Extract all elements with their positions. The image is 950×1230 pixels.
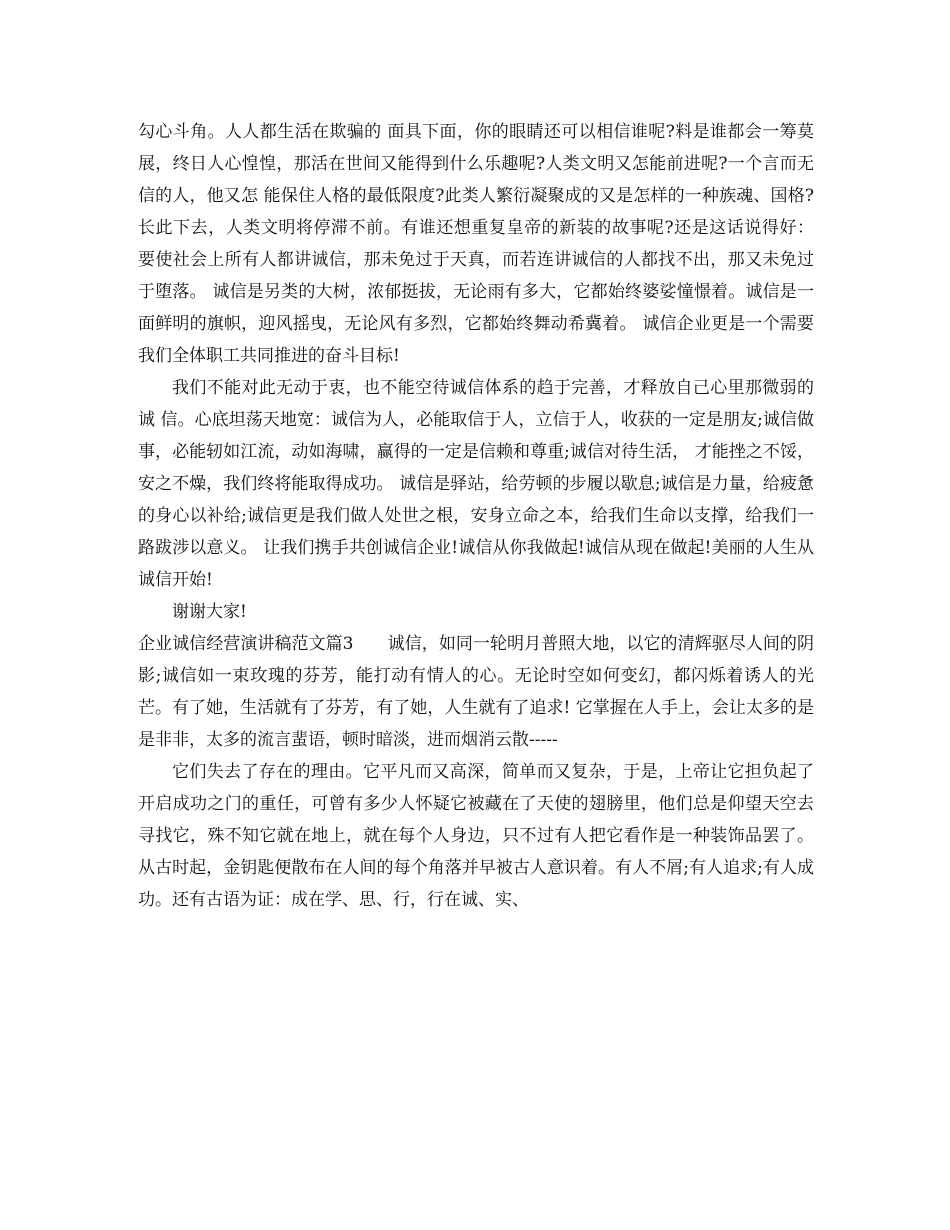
document-page [138,116,820,916]
body-paragraph-2: 我们不能对此无动于衷，也不能空待诚信体系的趋于完善，才释放自己心里那微弱的诚 信。心底坦荡天地宽：诚信为人，必能取信于人，立信于人，收获的一定是朋友;诚信做事，必能轫如江流，动如海啸，赢得的一定是信赖和尊重;诚信对待生活， 才能挫之不馁，安之不燥，我们终将能取得成功。 诚信是驿站，给劳顿的步履以歇息;诚信是力量，给疲惫的身心以补给;诚信更是我们做人处世之根，安身立命之本，给我们生命以支撑，给我们一路跋涉以意义。 让我们携手共创诚信企业!诚信从你我做起!诚信从现在做起!美丽的人生从诚信开始! [138,378,814,590]
body-paragraph-5: 它们失去了存在的理由。它平凡而又高深，简单而又复杂，于是，上帝让它担负起了开启成功之门的重任，可曾有多少人怀疑它被藏在了天使的翅膀里，他们总是仰望天空去寻找它，殊不知它就在地上，就在每个人身边，只不过有人把它看作是一种装饰品罢了。 从古时起，金钥匙便散布在人间的每个角落并早被古人意识着。有人不屑;有人追求;有人成功。还有古语为证：成在学、思、行，行在诚、实、 [138,762,820,910]
closing-thanks: 谢谢大家! [172,602,247,622]
section-heading-paragraph: 企业诚信经营演讲稿范文篇3 诚信，如同一轮明月普照大地，以它的清辉驱尽人间的阴影;诚信如一束玫瑰的芬芳，能打动有情人的心。无论时空如何变幻，都闪烁着诱人的光芒。有了她，生活就有了芬芳，有了她，人生就有了追求! 它掌握在人手上，会让太多的是是非非，太多的流言蜚语，顿时暗淡，进而烟消云散----- [138,634,814,750]
body-paragraph-1: 勾心斗角。人人都生活在欺骗的 面具下面，你的眼睛还可以相信谁呢?料是谁都会一筹莫展，终日人心惶惶，那活在世间又能得到什么乐趣呢?人类文明又怎能前进呢?一个言而无信的人，他又怎 能保住人格的最低限度?此类人繁衍凝聚成的又是怎样的一种族魂、国格?长此下去，人类文明将停滞不前。有谁还想重复皇帝的新装的故事呢?还是这话说得好： 要使社会上所有人都讲诚信，那未免过于天真，而若连讲诚信的人都找不出，那又未免过于堕落。 诚信是另类的大树，浓郁挺拔，无论雨有多大，它都始终婆娑憧憬着。诚信是一面鲜明的旗帜，迎风摇曳，无论风有多烈，它都始终舞动希冀着。 诚信企业更是一个需要我们全体职工共同推进的奋斗目标! [138,122,820,366]
